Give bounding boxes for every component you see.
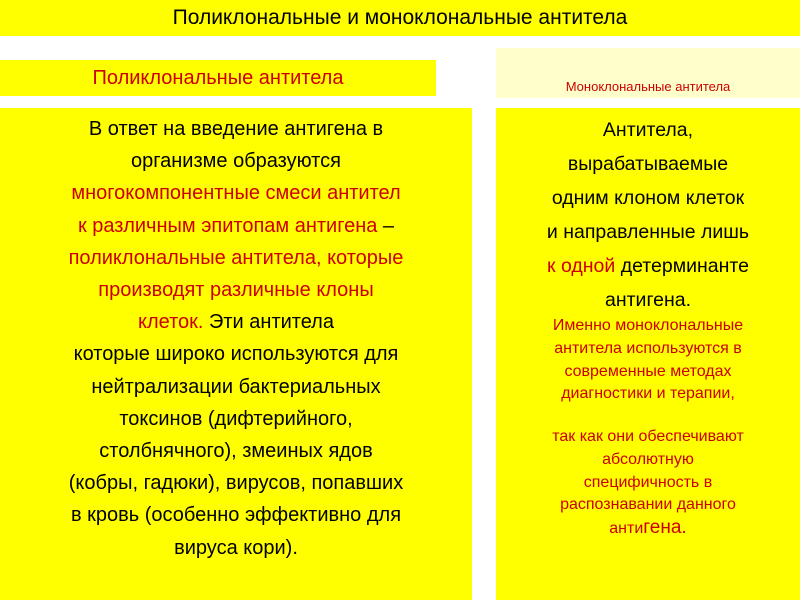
mono-text-line: специфичность в bbox=[583, 473, 713, 491]
poly-text-line: многокомпонентные смеси антител bbox=[71, 182, 401, 205]
poly-text-line: которые широко используются для bbox=[73, 343, 399, 366]
poly-text-line: организме образуются bbox=[131, 150, 341, 173]
mono-text-line: антигена. bbox=[605, 289, 691, 311]
mono-text-line: и направленные лишь bbox=[546, 221, 750, 243]
mono-text-fragment: к одной bbox=[547, 255, 616, 277]
mono-text-line: вырабатываемые bbox=[567, 153, 729, 175]
poly-text-line: поликлональные антитела, которые bbox=[68, 246, 404, 269]
monoclonal-header-label: Моноклональные антитела bbox=[565, 79, 731, 94]
mono-text-fragment: гена. bbox=[643, 517, 687, 539]
mono-text-line bbox=[496, 517, 800, 541]
monoclonal-header bbox=[496, 48, 800, 98]
poly-text-line: производят различные клоны bbox=[98, 279, 374, 302]
mono-text-line: Именно моноклональные bbox=[552, 317, 744, 334]
mono-text-fragment: детерминанте bbox=[615, 255, 749, 277]
poly-text-line: (кобры, гадюки), вирусов, попавших bbox=[68, 472, 404, 495]
mono-text-line: антитела используются в bbox=[554, 339, 742, 357]
poly-text-line: столбнячного), змеиных ядов bbox=[99, 440, 373, 463]
poly-text-fragment: – bbox=[377, 214, 395, 237]
mono-text-line: распознавании данного bbox=[560, 496, 736, 514]
poly-text-line bbox=[0, 306, 472, 338]
monoclonal-panel bbox=[496, 108, 800, 600]
poly-text-line bbox=[0, 210, 472, 242]
poly-text-line: токсинов (дифтерийного, bbox=[119, 407, 353, 430]
poly-text-fragment: клеток. bbox=[138, 311, 204, 334]
page-title: Поликлональные и моноклональные антитела bbox=[0, 0, 800, 36]
polyclonal-header: Поликлональные антитела bbox=[0, 60, 436, 96]
poly-text-line: в кровь (особенно эффективно для bbox=[70, 504, 402, 527]
mono-text-line: абсолютную bbox=[602, 450, 694, 468]
mono-text-line: одним клоном клеток bbox=[551, 187, 745, 209]
mono-text-line: Антитела, bbox=[602, 119, 694, 141]
mono-text-line: так как они обеспечивают bbox=[552, 428, 744, 445]
mono-text-line: современные методах bbox=[564, 362, 732, 380]
poly-text-line: В ответ на введение антигена в bbox=[88, 118, 384, 140]
mono-text-line bbox=[496, 249, 800, 283]
poly-text-fragment: Эти антитела bbox=[203, 311, 334, 334]
polyclonal-panel bbox=[0, 108, 472, 600]
poly-text-fragment: к различным эпитопам антигена bbox=[77, 214, 378, 237]
poly-text-line: вируса кори). bbox=[174, 536, 298, 559]
mono-text-line: диагностики и терапии, bbox=[561, 385, 735, 403]
poly-text-line: нейтрализации бактериальных bbox=[91, 375, 381, 398]
mono-text-fragment: анти bbox=[609, 520, 644, 538]
